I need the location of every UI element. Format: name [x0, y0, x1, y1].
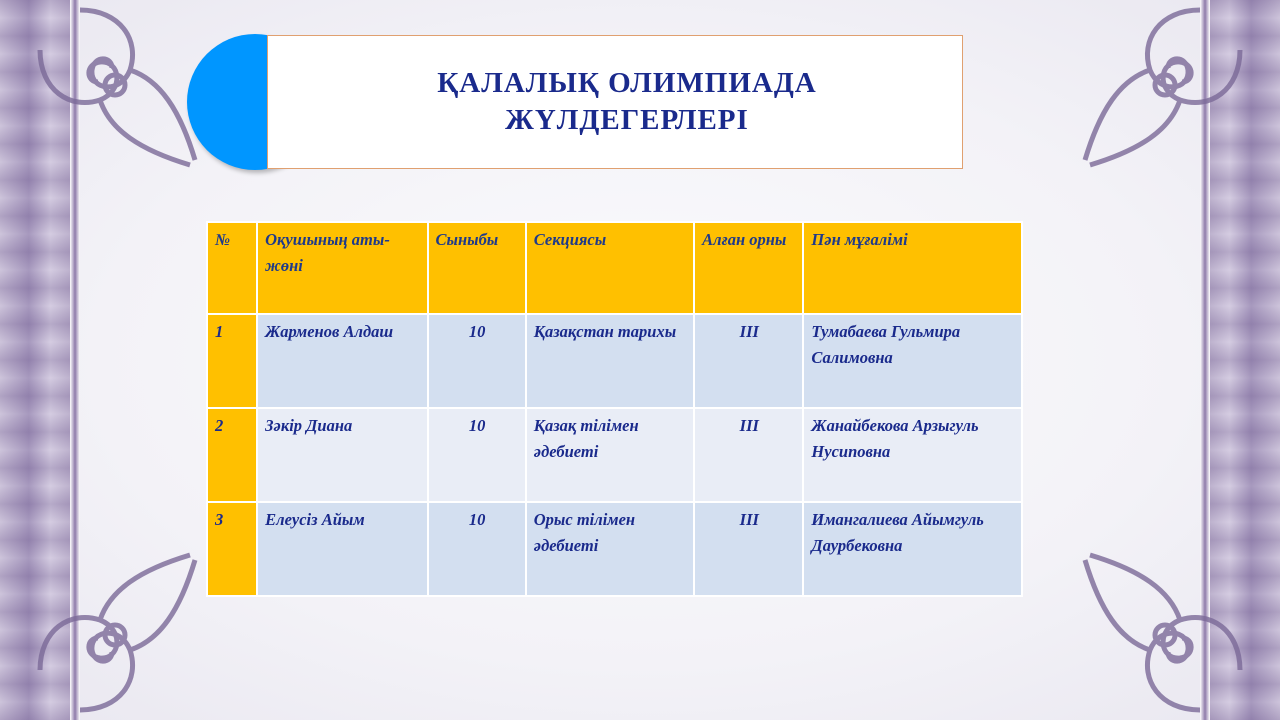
table-row	[207, 502, 1022, 596]
cell-place: ІІІ	[694, 408, 803, 502]
cell-grade: 10	[428, 314, 526, 408]
cell-teacher: Тумабаева Гульмира Салимовна	[803, 314, 1022, 408]
cell-name: Жарменов Алдаш	[257, 314, 427, 408]
table-row	[207, 314, 1022, 408]
cell-name: Елеусіз Айым	[257, 502, 427, 596]
ornament-corner-bottom-right	[1070, 540, 1260, 720]
header-grade: Сыныбы	[428, 222, 526, 314]
header-section: Секциясы	[526, 222, 694, 314]
cell-teacher: Имангалиева Айымгуль Даурбековна	[803, 502, 1022, 596]
slide-title-line-1: ҚАЛАЛЫҚ ОЛИМПИАДА	[437, 67, 817, 99]
cell-num: 1	[207, 314, 257, 408]
cell-place: ІІІ	[694, 314, 803, 408]
header-place: Алған орны	[694, 222, 803, 314]
table-header-row	[207, 222, 1022, 314]
slide-title-line-2: ЖҮЛДЕГЕРЛЕРІ	[505, 104, 749, 136]
cell-place: ІІІ	[694, 502, 803, 596]
cell-teacher: Жанайбекова Арзыгуль Нусиповна	[803, 408, 1022, 502]
header-num: №	[207, 222, 257, 314]
cell-section: Қазақстан тарихы	[526, 314, 694, 408]
ornament-corner-bottom-left	[20, 540, 210, 720]
cell-name: Зәкір Диана	[257, 408, 427, 502]
table-row	[207, 408, 1022, 502]
ornament-corner-top-left	[20, 0, 210, 180]
title-box	[267, 35, 963, 169]
ornament-corner-top-right	[1070, 0, 1260, 180]
slide-title	[413, 65, 817, 139]
cell-num: 2	[207, 408, 257, 502]
header-name: Оқушының аты-жөні	[257, 222, 427, 314]
title-banner	[187, 34, 963, 170]
winners-table	[206, 221, 1023, 597]
cell-num: 3	[207, 502, 257, 596]
cell-section: Қазақ тілімен әдебиеті	[526, 408, 694, 502]
header-teacher: Пән мұғалімі	[803, 222, 1022, 314]
cell-section: Орыс тілімен әдебиеті	[526, 502, 694, 596]
cell-grade: 10	[428, 502, 526, 596]
cell-grade: 10	[428, 408, 526, 502]
